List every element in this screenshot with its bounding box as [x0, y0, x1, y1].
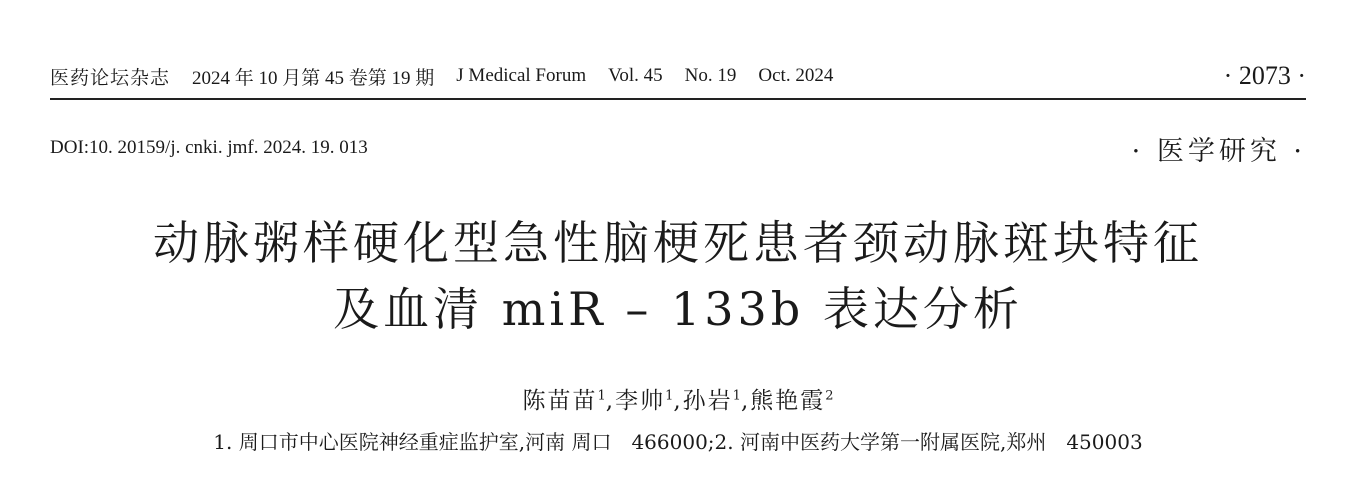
running-header: [50, 56, 1306, 96]
page-number: · 2073 ·: [1223, 61, 1306, 90]
author-name: 熊艳霞: [750, 388, 826, 414]
volume: Vol. 45: [608, 65, 663, 86]
author-list: [0, 382, 1356, 415]
title-line-1: 动脉粥样硬化型急性脑梗死患者颈动脉斑块特征: [153, 216, 1203, 270]
journal-info: [50, 63, 833, 90]
author-name: 孙岩: [682, 388, 733, 414]
doi-row: [50, 128, 1306, 168]
doi: DOI:10. 20159/j. cnki. jmf. 2024. 19. 013: [50, 137, 368, 158]
issue-number: No. 19: [684, 65, 737, 86]
journal-name-cn: 医药论坛杂志: [50, 67, 171, 89]
author-affiliation-mark: 2: [825, 388, 834, 404]
author: [522, 388, 615, 414]
author-affiliation-mark: 1: [597, 388, 606, 404]
author: [615, 388, 683, 414]
author-name: 陈苗苗: [522, 388, 598, 414]
issue-date-cn: 2024 年 10 月第 45 卷第 19 期: [192, 67, 435, 89]
author-name: 李帅: [615, 388, 666, 414]
author-separator: ,: [673, 388, 683, 414]
header-rule: [50, 98, 1306, 100]
author-affiliation-mark: 1: [732, 388, 741, 404]
journal-name-en: J Medical Forum: [456, 65, 587, 86]
author-separator: ,: [605, 388, 616, 414]
affiliations: 1. 周口市中心医院神经重症监护室,河南 周口 466000;2. 河南中医药大学第一附属医院,郑州 450003: [213, 430, 1143, 454]
article-title: [0, 210, 1356, 342]
author-affiliation-mark: 1: [665, 388, 674, 404]
issue-date-en: Oct. 2024: [758, 65, 834, 86]
author: [750, 388, 833, 414]
author: [683, 388, 751, 414]
author-separator: ,: [740, 388, 751, 414]
section-label: · 医学研究 ·: [1131, 135, 1306, 167]
title-line-2: 及血清 miR – 133b 表达分析: [333, 282, 1023, 336]
